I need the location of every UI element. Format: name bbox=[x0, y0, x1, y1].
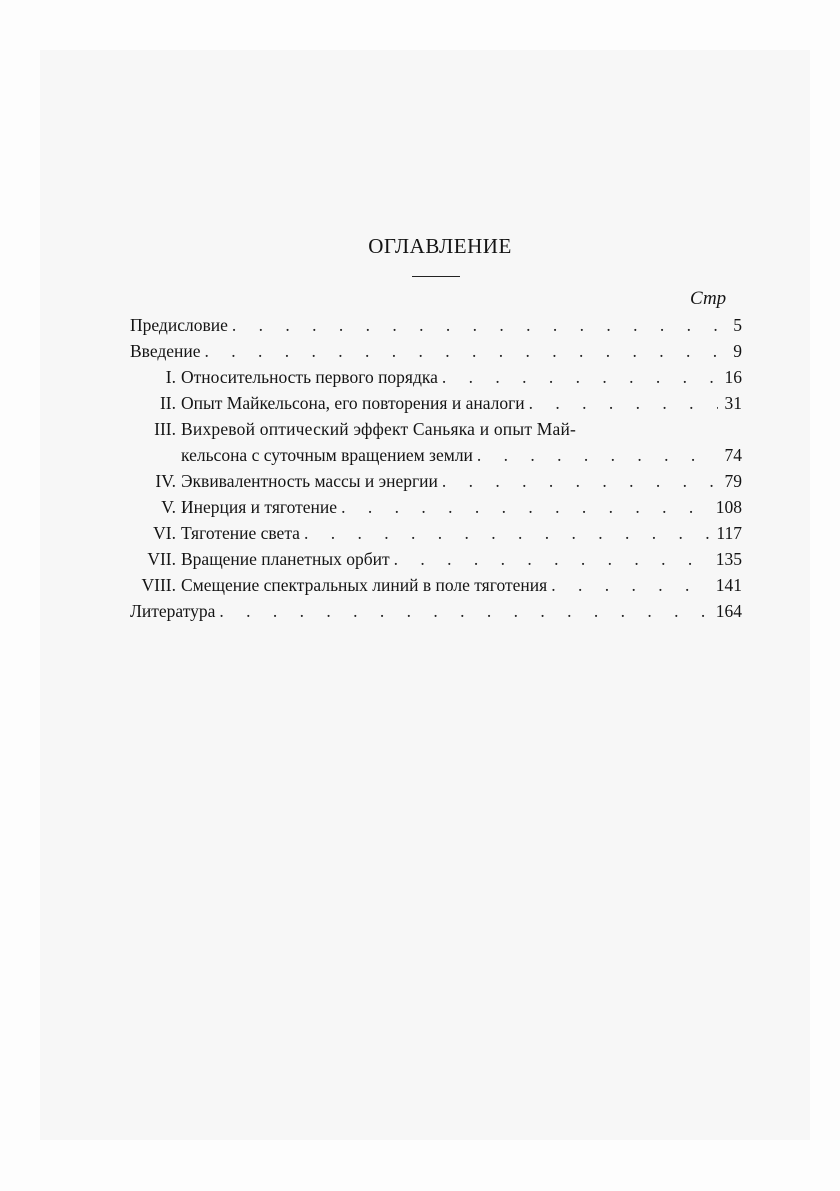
chapter-number: I. bbox=[165, 367, 176, 387]
toc-entry-page: 135 bbox=[715, 549, 742, 569]
toc-entry-page: 31 bbox=[724, 393, 742, 413]
toc-entry-page: 141 bbox=[715, 575, 742, 595]
leader-dots bbox=[205, 338, 718, 364]
leader-dots bbox=[304, 520, 712, 546]
leader-dots bbox=[394, 546, 712, 572]
toc-entry bbox=[130, 494, 742, 520]
toc-entry-title: Эквивалентность массы и энергии bbox=[181, 471, 438, 491]
toc-entry-title: Относительность первого порядка bbox=[181, 367, 438, 387]
title-underline bbox=[412, 276, 460, 277]
toc-entry-page: 5 bbox=[733, 315, 742, 335]
toc-entry bbox=[130, 390, 742, 416]
toc-entry-first-line bbox=[130, 416, 742, 442]
page-column-heading: Стр bbox=[690, 288, 727, 309]
chapter-number: V. bbox=[161, 497, 176, 517]
toc-entry-page: 74 bbox=[724, 445, 742, 465]
toc-entry-title: Тяготение света bbox=[181, 523, 300, 543]
chapter-number: VI. bbox=[153, 523, 176, 543]
toc-entry bbox=[130, 572, 742, 598]
toc-entry bbox=[130, 468, 742, 494]
toc-entry-title: Введение bbox=[130, 341, 201, 361]
leader-dots bbox=[551, 572, 712, 598]
toc-entry bbox=[130, 312, 742, 338]
toc-entry-title: Инерция и тяготение bbox=[181, 497, 338, 517]
toc-entry-title: Опыт Майкельсона, его повторения и аналоги bbox=[181, 393, 525, 413]
toc-entry-title: Вращение планетных орбит bbox=[181, 549, 390, 569]
toc-entry-page: 108 bbox=[715, 497, 742, 517]
toc-entry-title: Вихревой оптический эффект Саньяка и опыт Май- bbox=[181, 419, 577, 439]
chapter-number: VIII. bbox=[141, 575, 176, 595]
leader-dots bbox=[219, 598, 711, 624]
toc-entry-page: 9 bbox=[733, 341, 742, 361]
leader-dots bbox=[442, 468, 718, 494]
chapter-number: II. bbox=[159, 393, 176, 413]
toc-entry-title: Предисловие bbox=[130, 315, 228, 335]
toc-entry-title: Смещение спектральных линий в поле тяготения bbox=[181, 575, 548, 595]
toc-entry-title-continued: кельсона с суточным вращением земли bbox=[181, 445, 473, 465]
chapter-number: III. bbox=[154, 419, 176, 439]
toc-entry-page: 164 bbox=[715, 601, 742, 621]
toc-entry bbox=[130, 364, 742, 390]
leader-dots bbox=[529, 390, 718, 416]
chapter-number: IV. bbox=[155, 471, 176, 491]
toc-entry bbox=[130, 442, 742, 468]
toc-entry bbox=[130, 338, 742, 364]
leader-dots bbox=[477, 442, 718, 468]
leader-dots bbox=[341, 494, 712, 520]
toc-entry-page: 16 bbox=[724, 367, 742, 387]
chapter-number: VII. bbox=[147, 549, 176, 569]
page-title: ОГЛАВЛЕНИЕ bbox=[368, 234, 512, 258]
toc-entry bbox=[130, 598, 742, 624]
toc-entry-page: 117 bbox=[716, 523, 742, 543]
leader-dots bbox=[442, 364, 718, 390]
toc-entry-page: 79 bbox=[724, 471, 742, 491]
toc-entry bbox=[130, 546, 742, 572]
toc-entry bbox=[130, 520, 742, 546]
toc-entry-title: Литература bbox=[130, 601, 216, 621]
leader-dots bbox=[232, 312, 718, 338]
